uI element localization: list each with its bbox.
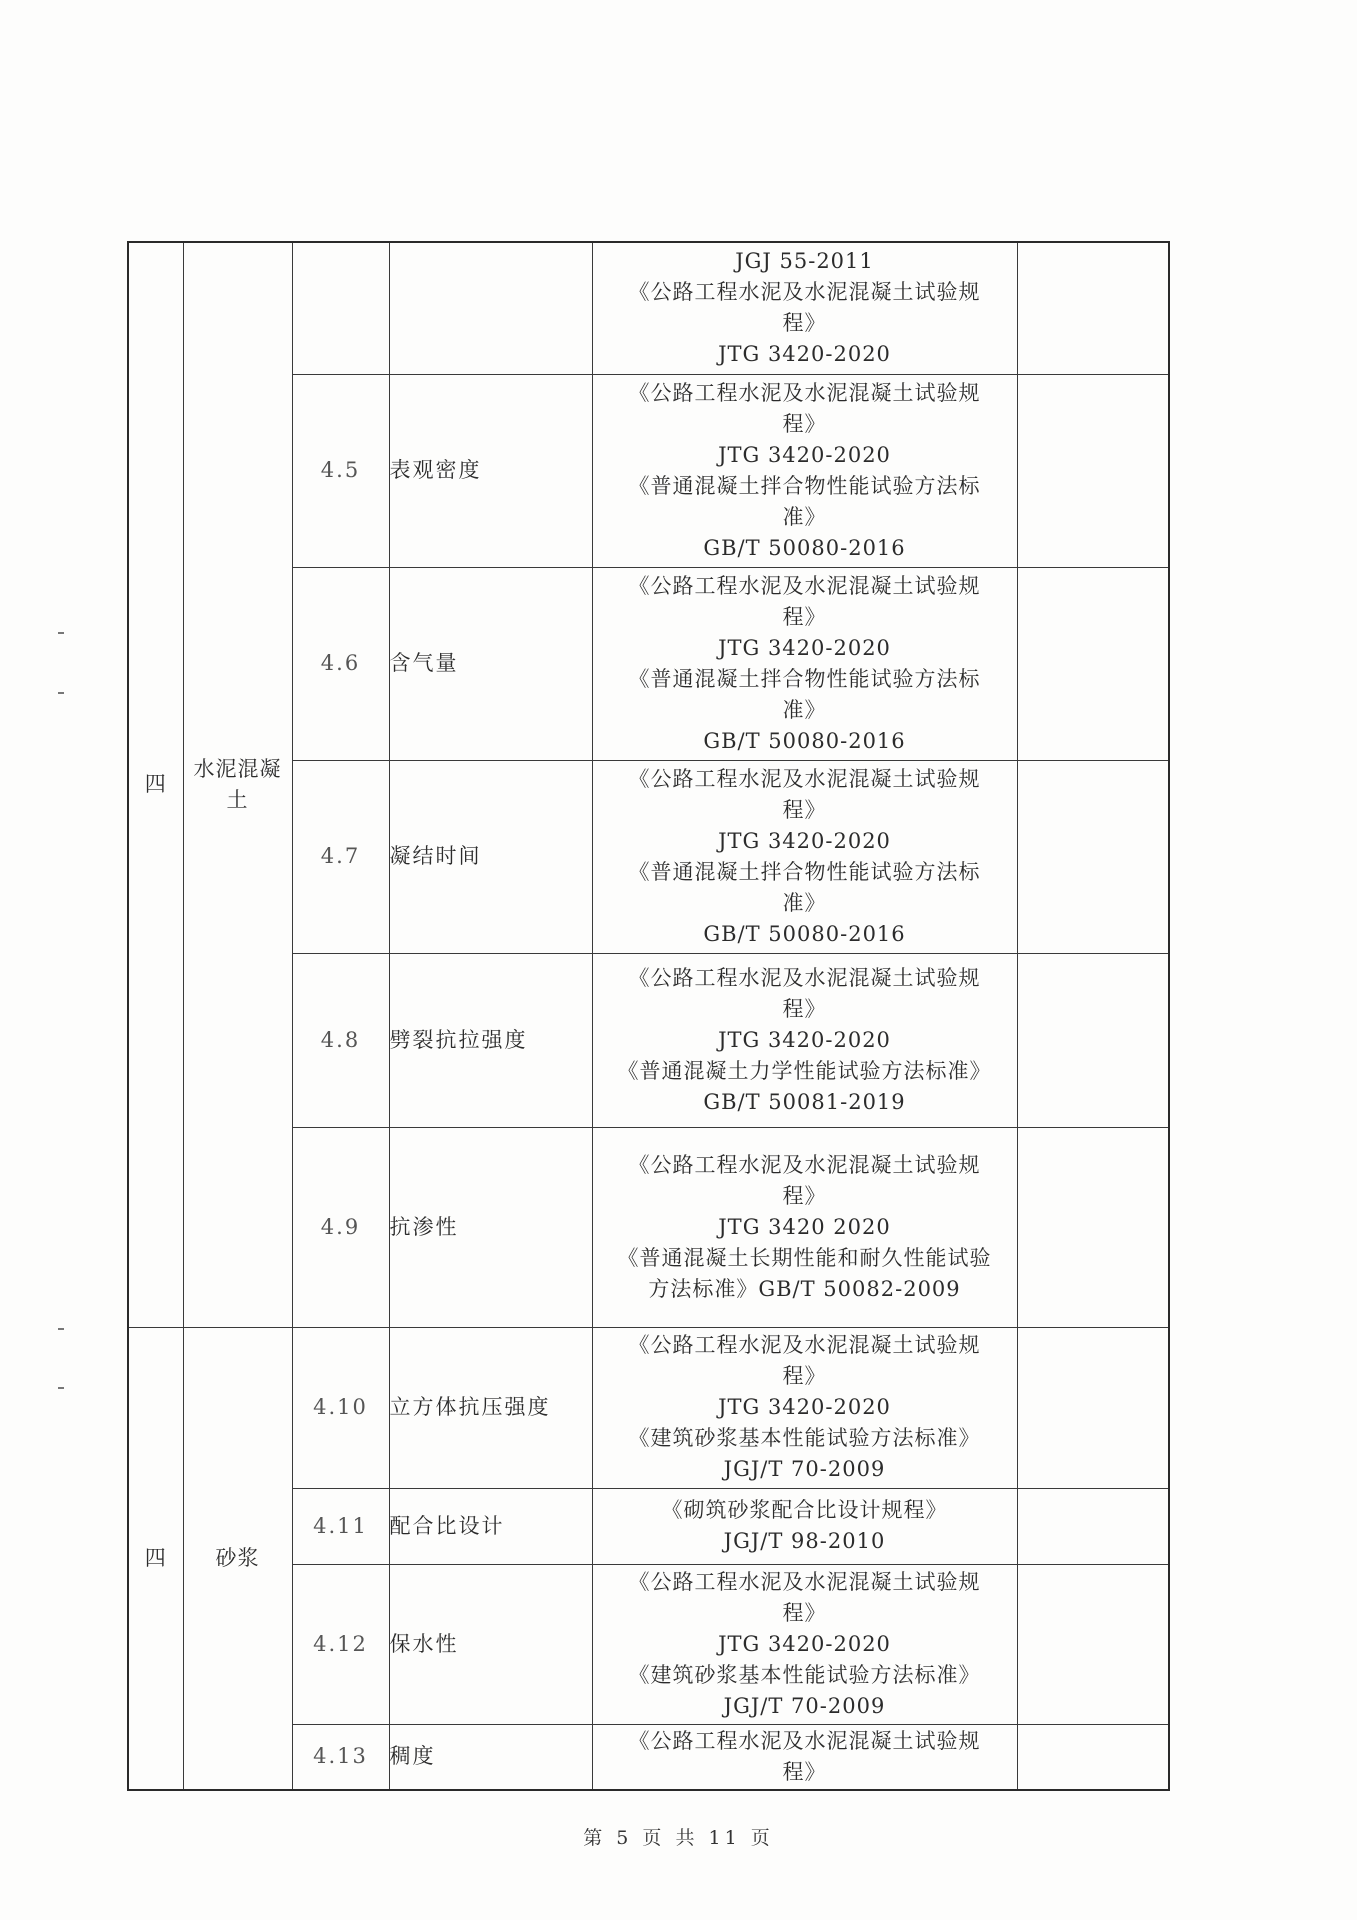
standard-cell <box>592 567 1017 760</box>
item-name-cell: 配合比设计 <box>389 1488 592 1564</box>
standard-line: 方法标准》GB/T 50082-2009 <box>648 1276 961 1301</box>
standard-line: 《砌筑砂浆配合比设计规程》 <box>661 1498 948 1522</box>
standard-cell <box>592 1564 1017 1724</box>
standard-cell <box>592 953 1017 1127</box>
standard-cell <box>592 1327 1017 1488</box>
standard-cell <box>592 760 1017 953</box>
category-cell: 四 <box>128 1327 183 1790</box>
item-name-cell <box>389 242 592 374</box>
scan-mark <box>58 1328 64 1330</box>
item-number-cell: 4.6 <box>292 567 389 760</box>
standard-line: 《公路工程水泥及水泥混凝土试验规 <box>628 766 981 791</box>
standard-line: JTG 3420-2020 <box>718 1395 891 1419</box>
standard-line: JTG 3420-2020 <box>718 342 891 367</box>
standard-line: 《公路工程水泥及水泥混凝土试验规 <box>628 380 981 405</box>
category-cell: 四 <box>128 242 183 1327</box>
remark-cell <box>1017 1127 1169 1327</box>
standard-line: 程》 <box>782 1364 827 1388</box>
standard-line: 《公路工程水泥及水泥混凝土试验规 <box>628 1569 981 1594</box>
item-number-cell: 4.10 <box>292 1327 389 1488</box>
page-footer: 第 5 页 共 11 页 <box>583 1827 774 1849</box>
standard-line: JTG 3420-2020 <box>718 1027 891 1052</box>
standard-line: 程》 <box>782 411 827 436</box>
standard-line: 《建筑砂浆基本性能试验方法标准》 <box>628 1662 981 1687</box>
standard-line: 准》 <box>782 890 827 915</box>
scan-mark <box>58 632 64 634</box>
item-number-cell <box>292 242 389 374</box>
table-row <box>128 242 1169 374</box>
item-name-cell: 抗渗性 <box>389 1127 592 1327</box>
standard-cell <box>592 374 1017 567</box>
category-name-cell: 水泥混凝土 <box>183 242 292 1327</box>
standard-line: 程》 <box>782 311 827 336</box>
standard-line: 《普通混凝土力学性能试验方法标准》 <box>617 1058 992 1083</box>
remark-cell <box>1017 1724 1169 1790</box>
remark-cell <box>1017 567 1169 760</box>
standard-line: 程》 <box>782 1600 827 1625</box>
remark-cell <box>1017 1488 1169 1564</box>
category-name-cell: 砂浆 <box>183 1327 292 1790</box>
item-number-cell: 4.8 <box>292 953 389 1127</box>
standard-line: 《公路工程水泥及水泥混凝土试验规 <box>628 280 981 305</box>
standard-line: JGJ/T 70-2009 <box>723 1457 886 1481</box>
item-number-cell: 4.13 <box>292 1724 389 1790</box>
remark-cell <box>1017 953 1169 1127</box>
remark-cell <box>1017 760 1169 953</box>
standard-cell <box>592 1488 1017 1564</box>
standard-line: JTG 3420-2020 <box>718 442 891 467</box>
standard-line: JGJ/T 70-2009 <box>723 1693 886 1718</box>
item-name-cell: 稠度 <box>389 1724 592 1790</box>
standard-line: JGJ/T 98-2010 <box>723 1529 886 1553</box>
item-number-cell: 4.5 <box>292 374 389 567</box>
standard-line: 程》 <box>782 1759 827 1784</box>
standard-line: 《普通混凝土拌合物性能试验方法标 <box>628 859 981 884</box>
standard-line: 《建筑砂浆基本性能试验方法标准》 <box>628 1426 981 1450</box>
standard-cell <box>592 1127 1017 1327</box>
standard-line: GB/T 50080-2016 <box>703 535 906 560</box>
remark-cell <box>1017 242 1169 374</box>
remark-cell <box>1017 374 1169 567</box>
standard-line: 准》 <box>782 697 827 722</box>
standard-line: 程》 <box>782 1183 827 1208</box>
standard-line: JGJ 55-2011 <box>735 249 874 274</box>
standard-line: 《公路工程水泥及水泥混凝土试验规 <box>628 1728 981 1753</box>
item-number-cell: 4.12 <box>292 1564 389 1724</box>
scan-mark <box>58 692 64 694</box>
standard-line: 《普通混凝土拌合物性能试验方法标 <box>628 666 981 691</box>
item-name-cell: 立方体抗压强度 <box>389 1327 592 1488</box>
standard-line: JTG 3420-2020 <box>718 635 891 660</box>
standard-line: JTG 3420-2020 <box>718 828 891 853</box>
item-number-cell: 4.11 <box>292 1488 389 1564</box>
standard-line: 《公路工程水泥及水泥混凝土试验规 <box>628 1152 981 1177</box>
item-number-cell: 4.7 <box>292 760 389 953</box>
item-name-cell: 劈裂抗拉强度 <box>389 953 592 1127</box>
item-name-cell: 表观密度 <box>389 374 592 567</box>
standard-line: 程》 <box>782 996 827 1021</box>
item-name-cell: 保水性 <box>389 1564 592 1724</box>
standard-line: 准》 <box>782 504 827 529</box>
standard-line: 《公路工程水泥及水泥混凝土试验规 <box>628 573 981 598</box>
scan-mark <box>58 1387 64 1389</box>
standard-line: 《公路工程水泥及水泥混凝土试验规 <box>628 1333 981 1357</box>
standard-line: JTG 3420 2020 <box>718 1214 891 1239</box>
item-name-cell: 凝结时间 <box>389 760 592 953</box>
remark-cell <box>1017 1327 1169 1488</box>
standard-cell <box>592 1724 1017 1790</box>
standard-line: JTG 3420-2020 <box>718 1631 891 1656</box>
item-name-cell: 含气量 <box>389 567 592 760</box>
standard-line: 《普通混凝土长期性能和耐久性能试验 <box>617 1245 992 1270</box>
standard-cell <box>592 242 1017 374</box>
standard-line: GB/T 50080-2016 <box>703 728 906 753</box>
standard-line: 程》 <box>782 797 827 822</box>
standard-line: 《公路工程水泥及水泥混凝土试验规 <box>628 965 981 990</box>
table-row <box>128 1327 1169 1488</box>
item-number-cell: 4.9 <box>292 1127 389 1327</box>
remark-cell <box>1017 1564 1169 1724</box>
standard-line: 程》 <box>782 604 827 629</box>
standard-line: GB/T 50081-2019 <box>703 1089 906 1114</box>
standards-table <box>127 241 1170 1791</box>
standard-line: GB/T 50080-2016 <box>703 921 906 946</box>
standard-line: 《普通混凝土拌合物性能试验方法标 <box>628 473 981 498</box>
